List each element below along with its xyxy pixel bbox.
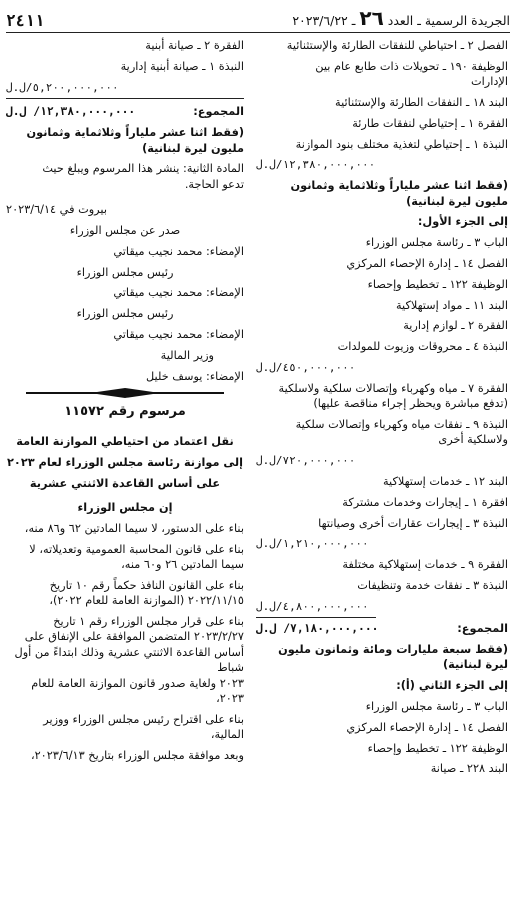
text-line: الفصل ١٤ ـ إدارة الإحصاء المركزي — [346, 256, 508, 270]
article-two: المادة الثانية: ينشر هذا المرسوم ويبلغ حيث — [42, 162, 244, 176]
decree-number: مرسوم رقم ١١٥٧٢ — [64, 403, 186, 419]
text-line: الباب ٣ ـ رئاسة مجلس الوزراء — [365, 236, 508, 250]
text-line: الفقرة ٩ ـ خدمات إستهلاكية مختلفة — [342, 558, 508, 572]
amount-in-words: (فقط اثنا عشر ملياراً وثلاثماية وثمانون — [290, 179, 508, 193]
text-line: الفصل ٢ ـ احتياطي للنفقات الطارئة والإستثنائية — [286, 39, 508, 52]
preamble-line: بناء على قانون المحاسبة العمومية وتعديلاته، لا — [29, 542, 244, 556]
text-line: النبذة ٣ ـ نفقات خدمة وتنظيفات — [357, 578, 508, 592]
amount-in-words: مليون ليرة لبنانية) — [406, 194, 508, 208]
text-line: الوظيفة ١٢٢ ـ تخطيط وإحصاء — [367, 741, 508, 755]
amount: ٤,٨٠٠,٠٠٠,٠٠٠/ل.ل — [256, 599, 369, 613]
text-line: النبذة ٤ ـ محروقات وزيوت للمولدات — [337, 340, 508, 354]
signature-line: الإمضاء: محمد نجيب ميقاتي — [113, 327, 244, 341]
preamble-line: ٢٠٢٣، — [216, 692, 244, 706]
signature-line: صدر عن مجلس الوزراء — [69, 224, 181, 237]
decree-title: على أساس القاعدة الاثنتي عشرية — [29, 476, 221, 490]
decree-title: نقل اعتماد من احتياطي الموازنة العامة — [16, 434, 234, 448]
amount-in-words: مليون ليرة لبنانية) — [142, 141, 244, 155]
place-date: بيروت في ٢٠٢٣/٦/١٤ — [6, 203, 107, 217]
text-line: البند ٢٢٨ ـ صيانة — [430, 762, 508, 776]
amount-in-words: (فقط سبعة مليارات ومائة وثمانون مليون — [278, 642, 508, 656]
text-line: الفقرة ٢ ـ لوازم إدارية — [403, 319, 508, 333]
page-number: ٢٤١١ — [6, 11, 45, 30]
text-line: النبذة ١ ـ صيانة أبنية إدارية — [120, 59, 244, 73]
amount: ٤٥٠,٠٠٠,٠٠٠/ل.ل — [256, 360, 356, 374]
signature-line: الإمضاء: يوسف خليل — [146, 369, 244, 383]
section-heading: إلى الجزء الثاني (أ): — [396, 679, 508, 693]
preamble-line: بناء على الدستور، لا سيما المادتين ٦٢ و٨٦ منه، — [24, 521, 244, 535]
text-line: البند ١٨ ـ النفقات الطارئة والإستثنائية — [335, 96, 508, 109]
text-line: الوظيفة ١٢٢ ـ تخطيط وإحصاء — [367, 277, 508, 291]
text-line: الإدارات — [471, 75, 508, 89]
preamble-line: وبعد موافقة مجلس الوزراء بتاريخ ٢٠٢٣/٦/١٣، — [30, 749, 244, 763]
signature-line: وزير المالية — [160, 348, 214, 362]
preamble-line: ٢٠٢٢/١١/١٥ (الموازنة العامة للعام ٢٠٢٢)، — [49, 594, 244, 608]
council-heading: إن مجلس الوزراء — [77, 500, 173, 514]
text-line: الفقرة ٧ ـ مياه وكهرباء وإتصالات سلكية ولاسلكية — [278, 381, 508, 395]
text-line: النبذة ١ ـ إحتياطي لتغذية مختلف بنود الموازنة — [295, 137, 508, 151]
amount-in-words: ليرة لبنانية) — [442, 658, 508, 672]
preamble-line: بناء على قرار مجلس الوزراء رقم ١ تاريخ — [53, 614, 244, 628]
page-header — [6, 4, 510, 33]
divider — [6, 98, 244, 99]
decree-title: إلى موازنة رئاسة مجلس الوزراء لعام ٢٠٢٣ — [7, 455, 243, 469]
total-label: المجموع: — [193, 105, 244, 119]
text-line: الفقرة ٢ ـ صيانة أبنية — [145, 39, 244, 52]
preamble-line: ٢٠٢٣/٢/٢٧ المتضمن الموافقة على الإنفاق على — [24, 630, 244, 644]
amount: ٥,٢٠٠,٠٠٠,٠٠٠/ل.ل — [6, 80, 119, 94]
left-column — [6, 38, 244, 763]
text-line: النبذة ٣ ـ إيجارات عقارات أخرى وصيانتها — [318, 516, 508, 530]
preamble-line: بناء على اقتراح رئيس مجلس الوزراء ووزير — [43, 712, 244, 726]
section-divider-ornament — [26, 389, 224, 397]
text-line: الفصل ١٤ ـ إدارة الإحصاء المركزي — [346, 720, 508, 734]
text-line: البند ١٢ ـ خدمات إستهلاكية — [383, 474, 508, 488]
amount-in-words: (فقط اثنا عشر ملياراً وثلاثماية وثمانون — [26, 126, 244, 140]
issue-date: ـ ٢٠٢٣/٦/٢٢ — [292, 13, 356, 28]
amount: ٧٢٠,٠٠٠,٠٠٠/ل.ل — [256, 454, 356, 468]
preamble-line: المالية، — [210, 728, 244, 742]
total-line — [6, 104, 244, 119]
text-line: البند ١١ ـ مواد إستهلاكية — [395, 298, 508, 312]
preamble-line: سيما المادتين ٢٦ و٦٠ منه، — [121, 557, 244, 571]
signature-line: رئيس مجلس الوزراء — [76, 265, 174, 279]
right-column — [256, 38, 508, 777]
amount: ١٢,٣٨٠,٠٠٠,٠٠٠/ل.ل — [256, 158, 376, 172]
preamble-line: أساس القاعدة الاثنتي عشرية وذلك ابتداءً من أول شباط — [14, 645, 244, 675]
text-line: افقرة ١ ـ إيجارات وخدمات مشتركة — [342, 495, 508, 509]
signature-line: رئيس مجلس الوزراء — [76, 307, 174, 321]
section-heading: إلى الجزء الأول: — [417, 215, 508, 229]
text-line: الوظيفة ١٩٠ ـ تحويلات ذات طابع عام بين — [315, 59, 508, 73]
signature-line: الإمضاء: محمد نجيب ميقاتي — [113, 286, 244, 300]
gazette-title — [292, 6, 510, 30]
total-value: ٧,١٨٠,٠٠٠,٠٠٠/ ل.ل — [256, 622, 379, 636]
total-value: ١٢,٣٨٠,٠٠٠,٠٠٠/ ل.ل — [6, 105, 136, 119]
total-label: المجموع: — [457, 622, 508, 636]
text-line: الفقرة ١ ـ إحتياطي لنفقات طارئة — [352, 116, 508, 130]
preamble-line: بناء على القانون النافذ حكماً رقم ١٠ تاريخ — [49, 578, 244, 592]
signature-line: الإمضاء: محمد نجيب ميقاتي — [113, 244, 244, 258]
text-line: الباب ٣ ـ رئاسة مجلس الوزراء — [365, 699, 508, 713]
text-line: النبذة ٩ ـ نفقات مياه وكهرباء وإتصالات سلكية — [295, 417, 508, 431]
total-line — [256, 621, 508, 636]
amount: ١,٢١٠,٠٠٠,٠٠٠/ل.ل — [256, 537, 369, 551]
text-line: (تدفع مباشرة ويحظر إجراء مناقصة عليها) — [313, 397, 508, 411]
text-line: ولاسلكية أخرى — [438, 433, 508, 447]
issue-number: ٢٦ — [359, 6, 384, 30]
gazette-name: الجريدة الرسمية ـ العدد — [387, 13, 510, 28]
preamble-line: ٢٠٢٣ ولغاية صدور قانون الموازنة العامة للعام — [31, 676, 244, 690]
article-two: تدعو الحاجة. — [184, 177, 244, 191]
divider — [256, 617, 376, 618]
